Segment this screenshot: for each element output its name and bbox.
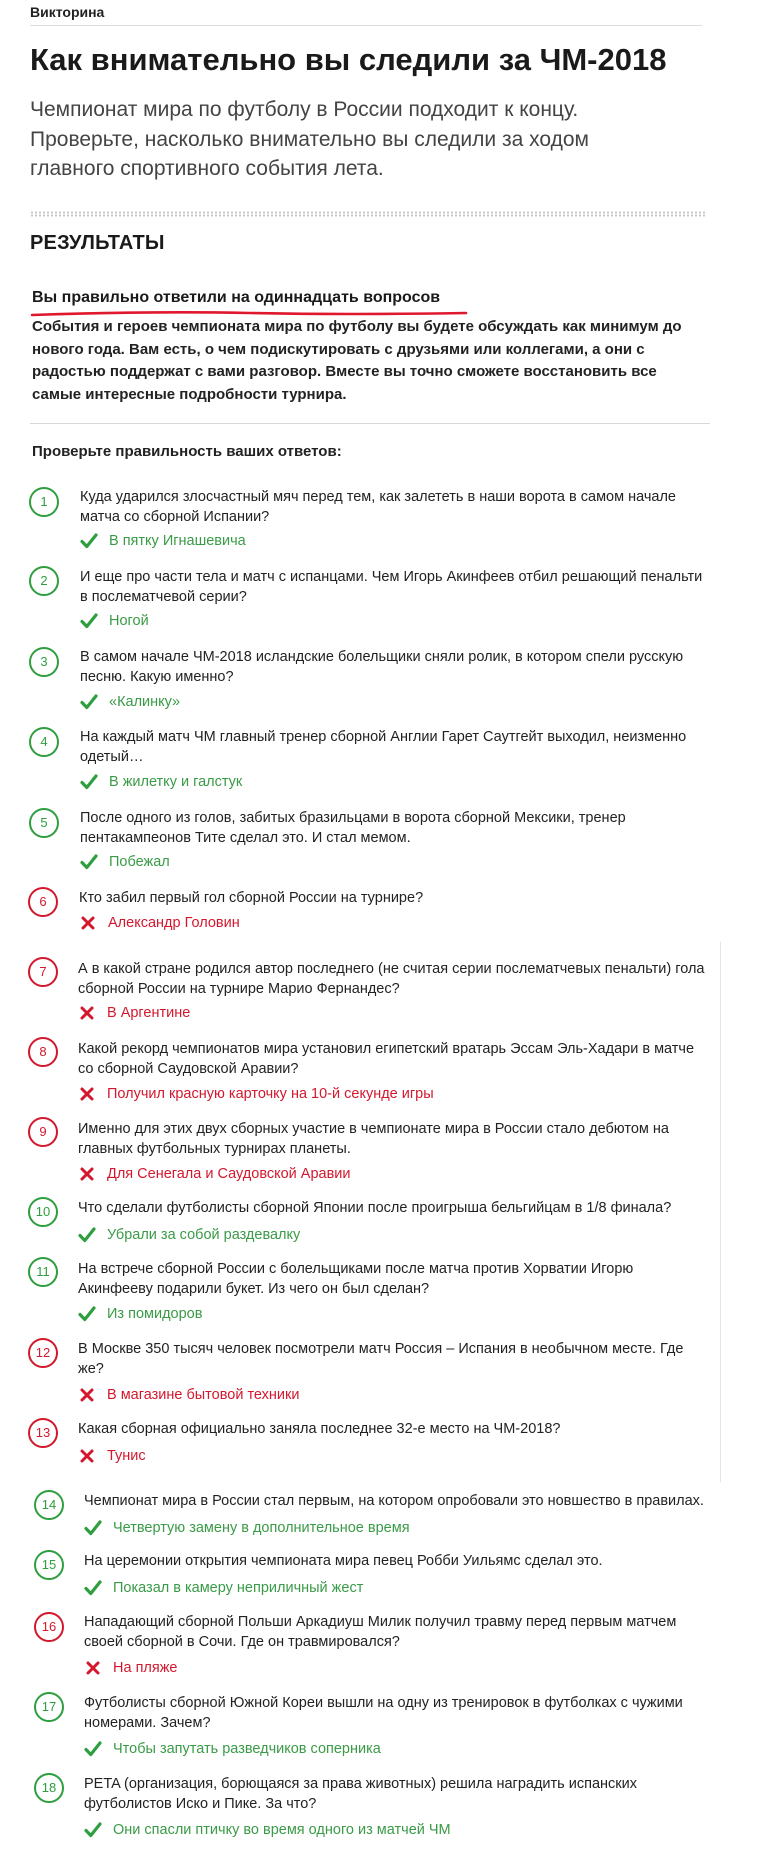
answer-text: На пляже bbox=[113, 1660, 178, 1676]
answer-text: Четвертую замену в дополнительное время bbox=[113, 1520, 410, 1536]
page-title: Как внимательно вы следили за ЧМ-2018 bbox=[30, 42, 667, 77]
question-text: Именно для этих двух сборных участие в чемпионате мира в России стало дебютом на главных футбольных турнирах планеты. bbox=[78, 1121, 669, 1157]
question-number-badge: 7 bbox=[28, 957, 58, 987]
answer-text: Чтобы запутать разведчиков соперника bbox=[113, 1741, 381, 1757]
check-icon bbox=[80, 693, 98, 711]
lead-paragraph: Чемпионат мира по футболу в России подходит к концу. Проверьте, насколько внимательно вы следили за ходом главного спортивного события лета. bbox=[30, 98, 589, 180]
answer-text: Из помидоров bbox=[107, 1306, 203, 1322]
answer-text: В магазине бытовой техники bbox=[107, 1387, 300, 1403]
answer-text: «Калинку» bbox=[109, 694, 181, 710]
score-text: Вы правильно ответили на одиннадцать вопросов bbox=[32, 289, 441, 306]
content-edge-line bbox=[720, 942, 721, 1482]
question-number-badge: 16 bbox=[34, 1612, 64, 1642]
answer-text: В Аргентине bbox=[107, 1005, 191, 1021]
cross-icon bbox=[78, 1004, 96, 1022]
answer-text: Убрали за собой раздевалку bbox=[107, 1227, 301, 1243]
question-number-badge: 11 bbox=[28, 1257, 58, 1287]
answers-heading: Проверьте правильность ваших ответов: bbox=[32, 443, 342, 460]
question-text: На каждый матч ЧМ главный тренер сборной Англии Гарет Саутгейт выходил, неизменно одетый… bbox=[80, 729, 687, 765]
question-number-badge: 12 bbox=[28, 1338, 58, 1368]
check-icon bbox=[80, 532, 98, 550]
cross-icon bbox=[78, 1085, 96, 1103]
top-divider bbox=[30, 0, 702, 26]
check-icon bbox=[78, 1305, 96, 1323]
question-number-badge: 10 bbox=[28, 1197, 58, 1227]
question-number-badge: 1 bbox=[29, 487, 59, 517]
answer-text: Показал в камеру неприличный жест bbox=[113, 1580, 364, 1596]
question-text: Какой рекорд чемпионатов мира установил египетский вратарь Эссам Эль-Хадари в матче со сборной Саудовской Аравии? bbox=[78, 1041, 695, 1077]
answer-text: Получил красную карточку на 10-й секунде игры bbox=[107, 1086, 434, 1102]
answer-text: В жилетку и галстук bbox=[109, 774, 243, 790]
check-icon bbox=[78, 1226, 96, 1244]
answer-text: В пятку Игнашевича bbox=[109, 533, 246, 549]
check-icon bbox=[80, 612, 98, 630]
cross-icon bbox=[78, 1447, 96, 1465]
check-icon bbox=[84, 1740, 102, 1758]
answer-text: Тунис bbox=[107, 1448, 146, 1464]
question-text: И еще про части тела и матч с испанцами. Чем Игорь Акинфеев отбил решающий пенальти в послематчевой серии? bbox=[80, 569, 703, 605]
question-number-badge: 18 bbox=[34, 1773, 64, 1803]
cross-icon bbox=[84, 1659, 102, 1677]
check-icon bbox=[84, 1821, 102, 1839]
question-number-badge: 17 bbox=[34, 1692, 64, 1722]
question-text: Что сделали футболисты сборной Японии после проигрыша бельгийцам в 1/8 финала? bbox=[78, 1200, 672, 1216]
question-number-badge: 2 bbox=[29, 566, 59, 596]
cross-icon bbox=[78, 1386, 96, 1404]
question-number-badge: 8 bbox=[28, 1037, 58, 1067]
answer-text: Они спасли птичку во время одного из матчей ЧМ bbox=[113, 1822, 451, 1838]
question-number-badge: 9 bbox=[28, 1117, 58, 1147]
answer-text: Побежал bbox=[109, 854, 170, 870]
question-number-badge: 13 bbox=[28, 1418, 58, 1448]
section-divider bbox=[30, 423, 710, 424]
dotted-divider bbox=[30, 211, 706, 217]
question-number-badge: 15 bbox=[34, 1550, 64, 1580]
question-text: Какая сборная официально заняла последнее 32-е место на ЧМ-2018? bbox=[78, 1421, 561, 1437]
question-text: А в какой стране родился автор последнего (не считая серии послематчевых пенальти) гола сборной России на турнире Марио Фернандес? bbox=[78, 961, 705, 997]
question-text: На встрече сборной России с болельщиками после матча против Хорватии Игорю Акинфееву подарили букет. Из чего он был сделан? bbox=[78, 1261, 634, 1297]
question-text: Нападающий сборной Польши Аркадиуш Милик получил травму перед первым матчем своей сборной в Сочи. Где он травмировался? bbox=[84, 1614, 677, 1650]
question-number-badge: 6 bbox=[28, 887, 58, 917]
check-icon bbox=[84, 1579, 102, 1597]
cross-icon bbox=[78, 1165, 96, 1183]
check-icon bbox=[80, 853, 98, 871]
question-text: В Москве 350 тысяч человек посмотрели матч Россия – Испания в необычном месте. Где же? bbox=[78, 1341, 684, 1377]
answer-text: Для Сенегала и Саудовской Аравии bbox=[107, 1166, 351, 1182]
question-text: На церемонии открытия чемпионата мира певец Робби Уильямс сделал это. bbox=[84, 1553, 603, 1569]
answer-text: Александр Головин bbox=[108, 915, 240, 931]
answer-text: Ногой bbox=[109, 613, 149, 629]
check-icon bbox=[84, 1519, 102, 1537]
check-icon bbox=[80, 773, 98, 791]
question-text: В самом начале ЧМ-2018 исландские болельщики сняли ролик, в котором спели русскую песню. Какую именно? bbox=[80, 649, 684, 685]
cross-icon bbox=[79, 914, 97, 932]
question-text: После одного из голов, забитых бразильцами в ворота сборной Мексики, тренер пентакампеонов Тите сделал это. И стал мемом. bbox=[80, 810, 626, 846]
question-text: Куда ударился злосчастный мяч перед тем, как залететь в наши ворота в самом начале матча со сборной Испании? bbox=[80, 489, 676, 525]
question-number-badge: 5 bbox=[29, 808, 59, 838]
question-number-badge: 4 bbox=[29, 727, 59, 757]
question-number-badge: 3 bbox=[29, 647, 59, 677]
category-label: Викторина bbox=[30, 4, 105, 20]
results-heading: РЕЗУЛЬТАТЫ bbox=[30, 232, 165, 254]
question-number-badge: 14 bbox=[34, 1490, 64, 1520]
question-text: Футболисты сборной Южной Кореи вышли на одну из тренировок в футболках с чужими номерами. Зачем? bbox=[84, 1695, 683, 1731]
question-text: Кто забил первый гол сборной России на турнире? bbox=[79, 890, 424, 906]
question-text: PETA (организация, борющаяся за права животных) решила наградить испанских футболистов Иско и Пике. За что? bbox=[84, 1776, 637, 1812]
question-text: Чемпионат мира в России стал первым, на котором опробовали это новшество в правилах. bbox=[84, 1493, 704, 1509]
result-summary: События и героев чемпионата мира по футболу вы будете обсуждать как минимум до нового года. Вам есть, о чем подискутировать с друзьями или коллегами, а они с радостью поддержат с вами разговор. Вместе вы точно сможете восстановить все самые интересные подробности турнира. bbox=[32, 318, 682, 403]
